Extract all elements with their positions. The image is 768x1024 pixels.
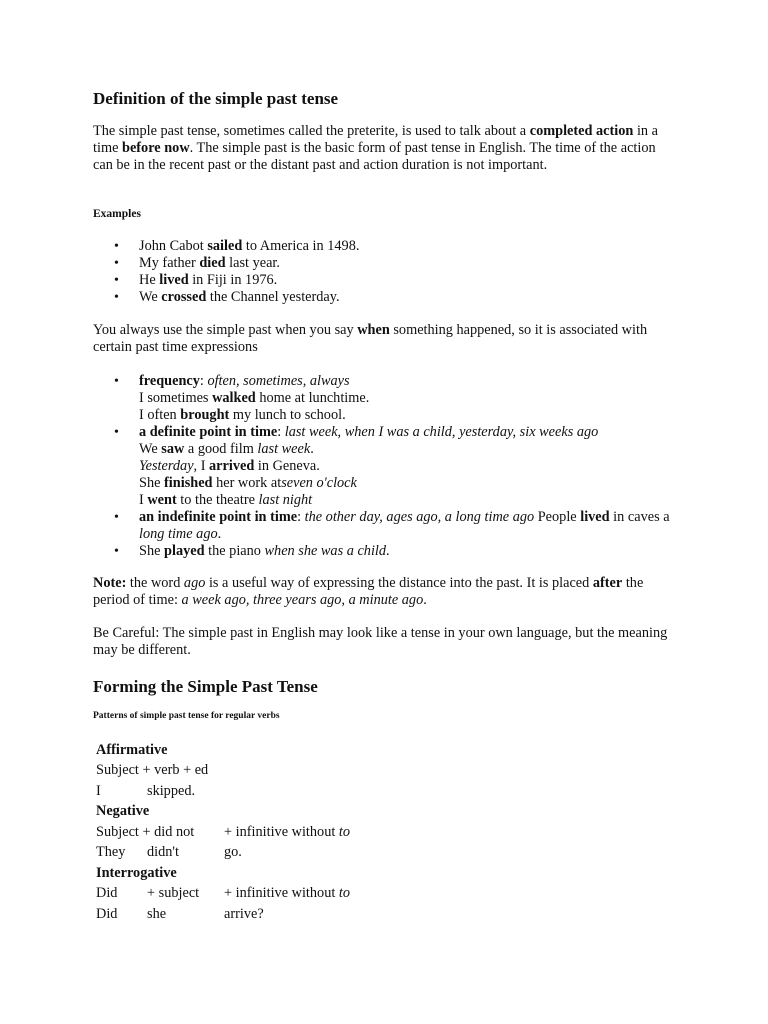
frequency-example-2 [139, 407, 673, 424]
example-text: in Geneva. [254, 458, 320, 474]
example-italic: last week [257, 441, 311, 457]
heading-forming: Forming the Simple Past Tense [93, 677, 318, 696]
example-text: last year. [225, 255, 280, 271]
example-text: . [310, 441, 314, 457]
definite-example-1 [139, 441, 673, 458]
example-italic: Yesterday [139, 458, 194, 474]
frequency-colon: : [199, 373, 208, 389]
example-text: I [139, 492, 148, 508]
indefinite-label: an indefinite point in time [139, 509, 298, 525]
example-verb: lived [159, 272, 189, 288]
indefinite-examples: the other day, ages ago, a long time ago [304, 509, 535, 525]
example-italic: when she was a child [264, 543, 387, 559]
example-text: She [139, 475, 165, 491]
table-row [93, 884, 350, 905]
example-text: home at lunchtime. [255, 390, 370, 406]
table-cell: They [96, 844, 126, 861]
example-verb: lived [580, 509, 610, 525]
example-verb: sailed [207, 238, 243, 254]
table-row [93, 740, 350, 761]
example-text: She [139, 543, 165, 559]
frequency-line [139, 373, 673, 390]
example-verb: arrived [209, 458, 255, 474]
table-cell: Did [96, 905, 118, 922]
table-cell [221, 822, 350, 843]
negative-label: Negative [96, 803, 150, 820]
intro-text-1: The simple past tense, sometimes called the preterite, is used to talk about a [93, 123, 530, 139]
example-text: to the theatre [176, 492, 259, 508]
intro-text-2: in a time [93, 123, 658, 156]
expressions-list [93, 373, 673, 560]
note-italic: ago [183, 575, 206, 591]
example-text: I often [139, 407, 181, 423]
example-text: a good film [184, 441, 258, 457]
when-text-2: something happened, so it is associated with certain past time expressions [93, 322, 648, 355]
example-text: , I [193, 458, 210, 474]
example-text: . [386, 543, 390, 559]
definite-line [139, 424, 673, 441]
table-cell: I [96, 782, 101, 799]
note-label: Note: [93, 575, 127, 591]
when-text-1: You always use the simple past when you say [93, 322, 358, 338]
intro-paragraph [93, 123, 673, 174]
table-row [93, 802, 350, 823]
example-italic: last night [258, 492, 313, 508]
frequency-label: frequency [139, 373, 200, 389]
example-text: My father [139, 255, 200, 271]
example-text: her work at [212, 475, 282, 491]
example-verb: walked [212, 390, 256, 406]
example-text: . [217, 526, 222, 542]
table-row [93, 863, 350, 884]
when-paragraph [93, 322, 673, 356]
patterns-label: Patterns of simple past tense for regular verbs [93, 711, 280, 721]
affirmative-label: Affirmative [96, 741, 168, 758]
example-text: We [139, 289, 162, 305]
example-verb: saw [161, 441, 185, 457]
indefinite-colon: : [297, 509, 305, 525]
frequency-example-1 [139, 390, 673, 407]
definite-colon: : [277, 424, 285, 440]
note-italic: a week ago, three years ago, a minute ago [181, 592, 424, 608]
frequency-examples: often, sometimes, always [207, 373, 350, 389]
example-verb: finished [164, 475, 213, 491]
table-row [93, 843, 350, 864]
examples-label: Examples [93, 208, 141, 220]
table-cell: arrive? [224, 905, 264, 922]
definite-examples: last week, when I was a child, yesterday, six weeks ago [284, 424, 599, 440]
example-text: the piano [204, 543, 265, 559]
example-text: my lunch to school. [229, 407, 346, 423]
interrogative-label: Interrogative [96, 864, 177, 881]
example-italic: long time ago [139, 526, 218, 542]
note-bold: after [592, 575, 623, 591]
note-paragraph [93, 575, 673, 609]
list-item [93, 289, 673, 306]
table-cell: + subject [147, 885, 200, 902]
example-verb: went [147, 492, 177, 508]
example-text: He [139, 272, 160, 288]
cell-italic: to [338, 823, 351, 840]
definite-label: a definite point in time [139, 424, 278, 440]
heading-definition: Definition of the simple past tense [93, 89, 339, 108]
cell-text: + infinitive without [224, 823, 339, 840]
intro-text-3: . The simple past is the basic form of past tense in English. The time of the action can be in the recent past or the distant past and action duration is not important. [93, 140, 656, 173]
example-verb: brought [180, 407, 230, 423]
example-text: I sometimes [139, 390, 213, 406]
list-item-child [93, 543, 673, 560]
example-text: John Cabot [139, 238, 208, 254]
note-text: . [423, 592, 427, 608]
table-cell [221, 884, 350, 905]
example-text: in caves a [609, 509, 670, 525]
definite-example-3 [139, 475, 673, 492]
intro-bold-before-now: before now [122, 140, 190, 156]
list-item [93, 255, 673, 272]
table-row [93, 904, 350, 925]
table-row [93, 761, 350, 782]
example-verb: died [199, 255, 226, 271]
example-text: to America in 1498. [242, 238, 360, 254]
example-italic: seven o'clock [281, 475, 357, 491]
example-text: We [139, 441, 162, 457]
patterns-table [93, 740, 350, 925]
list-item-definite [93, 424, 673, 509]
table-cell: Subject + did not [96, 823, 195, 840]
affirmative-formula: Subject + verb + ed [96, 762, 209, 779]
list-item [93, 238, 673, 255]
note-text: the word [126, 575, 184, 591]
table-cell: Did [96, 885, 118, 902]
example-text: in Fiji in 1976. [188, 272, 278, 288]
cell-italic: to [338, 885, 351, 902]
cell-text: + infinitive without [224, 885, 339, 902]
note-text: is a useful way of expressing the distance into the past. It is placed [205, 575, 593, 591]
table-row [93, 781, 350, 802]
definite-example-4 [139, 492, 673, 509]
list-item [93, 272, 673, 289]
list-item-frequency [93, 373, 673, 424]
example-text: the Channel yesterday. [206, 289, 340, 305]
table-cell: go. [224, 844, 242, 861]
intro-bold-completed: completed action [529, 123, 634, 139]
table-cell: she [147, 905, 167, 922]
table-cell: skipped. [147, 782, 196, 799]
table-cell: didn't [147, 844, 179, 861]
note-text: the period of time: [93, 575, 644, 608]
careful-paragraph: Be Careful: The simple past in English may look like a tense in your own language, but the meaning may be different. [93, 625, 668, 658]
table-row [93, 822, 350, 843]
when-bold: when [357, 322, 390, 338]
list-item-indefinite [93, 509, 673, 543]
definite-example-2 [139, 458, 673, 475]
example-text: People [534, 509, 581, 525]
example-verb: played [164, 543, 205, 559]
examples-list [93, 238, 673, 306]
example-verb: crossed [161, 289, 207, 305]
